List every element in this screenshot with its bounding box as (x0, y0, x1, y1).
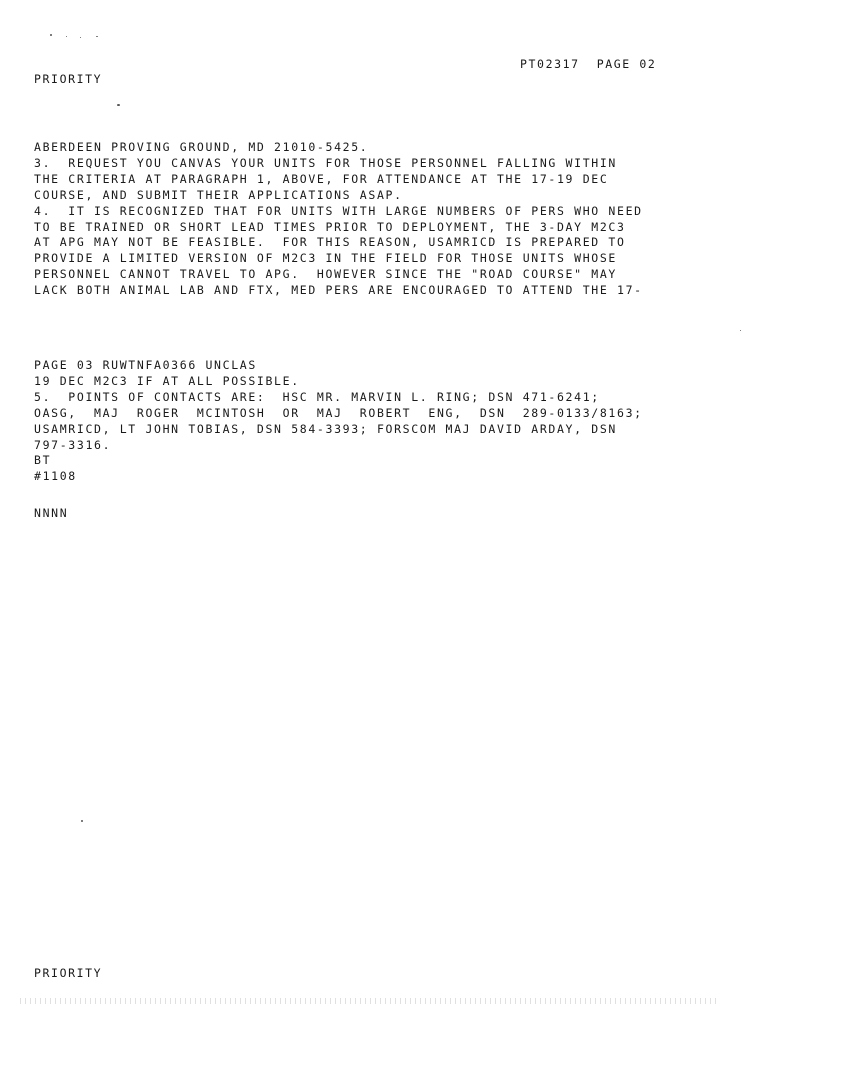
body-line: 797-3316. (34, 437, 112, 452)
body-line: TO BE TRAINED OR SHORT LEAD TIMES PRIOR TO DEPLOYMENT, THE 3-DAY M2C3 (34, 219, 626, 234)
body-line: ABERDEEN PROVING GROUND, MD 21010-5425. (34, 140, 369, 154)
scan-speck (96, 36, 98, 37)
body-line: LACK BOTH ANIMAL LAB AND FTX, MED PERS ARE ENCOURAGED TO ATTEND THE 17- (34, 283, 643, 298)
body-line: 3. REQUEST YOU CANVAS YOUR UNITS FOR THOSE PERSONNEL FALLING WITHIN (34, 155, 618, 170)
message-body-part-2 (34, 358, 643, 485)
break-marker: BT (34, 453, 52, 468)
body-line: 4. IT IS RECOGNIZED THAT FOR UNITS WITH LARGE NUMBERS OF PERS WHO NEED (34, 203, 643, 218)
end-marker: NNNN (34, 506, 69, 520)
scan-speck (80, 37, 81, 38)
body-line: 5. POINTS OF CONTACTS ARE: HSC MR. MARVIN L. RING; DSN 471-6241; (34, 389, 600, 404)
body-line: OASG, MAJ ROGER MCINTOSH OR MAJ ROBERT ENG, DSN 289-0133/8163; (34, 405, 643, 420)
scan-speck (66, 36, 67, 37)
body-line: USAMRICD, LT JOHN TOBIAS, DSN 584-3393; FORSCOM MAJ DAVID ARDAY, DSN (34, 421, 618, 436)
body-line: 19 DEC M2C3 IF AT ALL POSSIBLE. (34, 373, 300, 388)
scan-speck (81, 820, 83, 822)
message-header (520, 57, 656, 71)
scan-speck (740, 330, 741, 331)
body-line: AT APG MAY NOT BE FEASIBLE. FOR THIS REASON, USAMRICD IS PREPARED TO (34, 235, 626, 250)
body-line: PERSONNEL CANNOT TRAVEL TO APG. HOWEVER SINCE THE "ROAD COURSE" MAY (34, 267, 618, 282)
body-line: THE CRITERIA AT PARAGRAPH 1, ABOVE, FOR ATTENDANCE AT THE 17-19 DEC (34, 171, 609, 186)
page-label: PAGE 02 (596, 57, 657, 71)
end-of-message (34, 506, 68, 522)
scan-speck (117, 104, 120, 106)
scan-noise-strip (20, 998, 720, 1004)
priority-label-bottom: PRIORITY (34, 966, 103, 980)
body-line: PROVIDE A LIMITED VERSION OF M2C3 IN THE FIELD FOR THOSE UNITS WHOSE (34, 251, 618, 266)
message-number: #1108 (34, 469, 77, 484)
message-body-part-1 (34, 140, 643, 299)
page-header-line: PAGE 03 RUWTNFA0366 UNCLAS (34, 358, 257, 372)
scan-speck (50, 34, 52, 36)
priority-label-top: PRIORITY (34, 72, 103, 86)
message-id: PT02317 (520, 57, 580, 71)
body-line: COURSE, AND SUBMIT THEIR APPLICATIONS ASAP. (34, 187, 403, 202)
